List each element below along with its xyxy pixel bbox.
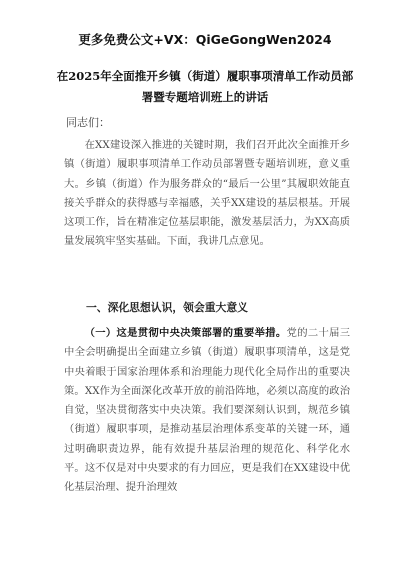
document-title: 在2025年全面推开乡镇（街道）履职事项清单工作动员部署暨专题培训班上的讲话 xyxy=(56,69,354,104)
header-note: 更多免费公文+VX：QiGeGongWen2024 xyxy=(78,32,332,47)
subsection-paragraph xyxy=(64,324,350,498)
subsection-lead: （一）这是贯彻中央决策部署的重要举措。 xyxy=(84,327,287,339)
intro-paragraph: 在XX建设深入推进的关键时期，我们召开此次全面推开乡镇（街道）履职事项清单工作动员部署暨专题培训班，意义重大。乡镇（街道）作为服务群众的“最后一公里”其履职效能直接关乎群众的获得感与幸福感，关乎XX建设的基层根基。开展这项工作，旨在精准定位基层职能，激发基层活力，为XX高质量发展筑牢坚实基础。下面，我讲几点意见。 xyxy=(64,139,350,248)
section-heading: 一、深化思想认识，领会重大意义 xyxy=(86,301,248,314)
subsection-text: 党的二十届三中全会明确提出全面建立乡镇（街道）履职事项清单，这是党中央着眼于国家治理体系和治理能力现代化全局作出的重要决策。XX作为全面深化改革开放的前沿阵地，必须以高度的政治自觉，坚决贯彻落实中央决策。我们要深刻认识到，规范乡镇（街道）履职事项，是推动基层治理体系变革的关键一环，通过明确职责边界，能有效提升基层治理的规范化、科学化水平。这不仅是对中央要求的有力回应，更是我们在XX建设中优化基层治理、提升治理效 xyxy=(64,327,351,494)
salutation: 同志们： xyxy=(66,116,110,129)
